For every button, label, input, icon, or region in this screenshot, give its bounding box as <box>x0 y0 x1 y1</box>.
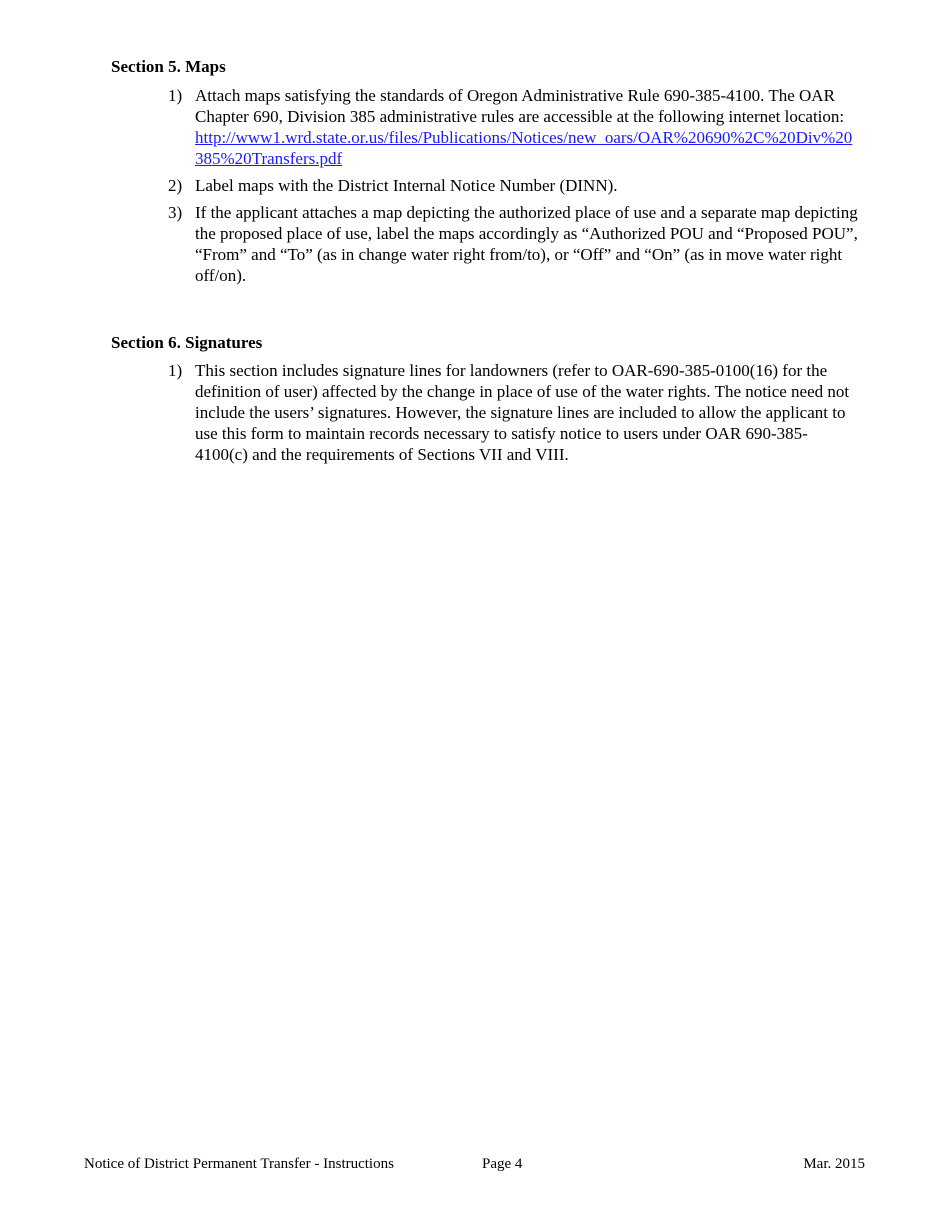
oar-rules-link[interactable]: http://www1.wrd.state.or.us/files/Publications/Notices/new_oars/OAR%20690%2C%20Div%20385%20Transfers.pdf <box>195 128 853 168</box>
footer-page-number: Page 4 <box>482 1156 523 1172</box>
section-5-heading: Section 5. Maps <box>111 57 226 76</box>
section-6-list <box>168 360 858 471</box>
item-number: 1) <box>168 361 183 380</box>
item-number: 2) <box>168 176 183 195</box>
section-6-heading: Section 6. Signatures <box>111 333 263 352</box>
item-text: This section includes signature lines for landowners (refer to OAR-690-385-0100(16) for the definition of user) affected by the change in place of use of the water rights. The notice need not include the users’ signatures. However, the signature lines are included to allow the applicant to use this form to maintain records necessary to satisfy notice to users under OAR 690-385-4100(c) and the requirements of Sections VII and VIII. <box>195 361 850 464</box>
list-item <box>168 360 858 465</box>
section-5-list <box>168 85 858 292</box>
item-number: 1) <box>168 86 183 105</box>
list-item <box>168 175 858 196</box>
footer-date: Mar. 2015 <box>803 1156 865 1172</box>
list-item <box>168 85 858 169</box>
item-text: If the applicant attaches a map depicting the authorized place of use and a separate map depicting the proposed place of use, label the maps accordingly as “Authorized POU and “Proposed POU”, “From” and “To” (as in change water right from/to), or “Off” and “On” (as in move water right off/on). <box>195 203 858 285</box>
footer-title: Notice of District Permanent Transfer - Instructions <box>84 1156 394 1172</box>
item-number: 3) <box>168 203 183 222</box>
item-text: Attach maps satisfying the standards of Oregon Administrative Rule 690-385-4100. The OAR Chapter 690, Division 385 administrative rules are accessible at the following internet location: <box>195 86 845 126</box>
item-text: Label maps with the District Internal Notice Number (DINN). <box>195 176 618 195</box>
list-item <box>168 202 858 286</box>
